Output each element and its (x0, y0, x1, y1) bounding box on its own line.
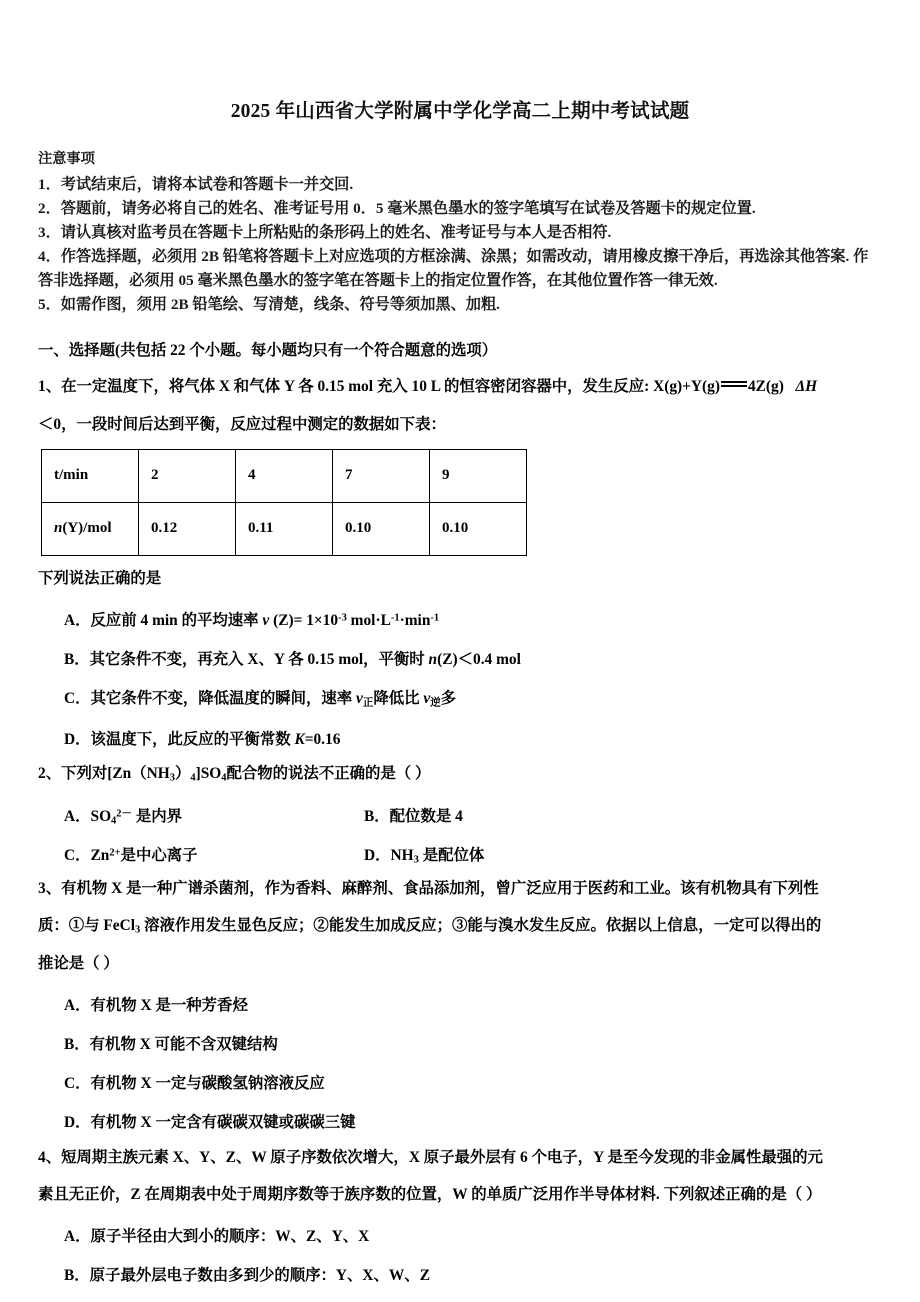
question-2-stem (38, 759, 882, 789)
option-c-text: 有机物 X 一定与碳酸氢钠溶液反应 (90, 1075, 325, 1093)
rate-symbol: v (262, 612, 270, 630)
option-a-unit-1: mol·L (346, 612, 391, 630)
question-4-number: 4、 (38, 1148, 62, 1166)
section-heading-multiple-choice: 一、选择题(共包括 22 个小题。每小题均只有一个符合题意的选项） (38, 341, 498, 359)
question-1-prompt: 下列说法正确的是 (38, 569, 162, 587)
question-3-text-3: 溶液作用发生显色反应；②能发生加成反应；③能与溴水发生反应。依据以上信息，一定可以得出的 (140, 917, 822, 935)
question-3-option-c[interactable] (38, 1072, 882, 1095)
option-a-unit-exp-2: -1 (430, 612, 440, 624)
option-d-label: D． (64, 1114, 91, 1132)
option-a-text: 原子半径由大到小的顺序：W、Z、Y、X (90, 1228, 370, 1246)
question-2-sub-3: 4 (221, 772, 227, 784)
option-d-text-1: NH (390, 847, 414, 865)
moles-unit: (Y)/mol (62, 520, 112, 537)
notice-item-1: 1．考试结束后，请将本试卷和答题卡一并交回. (38, 175, 354, 193)
question-2-number: 2、 (38, 764, 62, 782)
table-cell-time-4: 9 (430, 449, 527, 502)
amount-symbol: n (428, 651, 438, 669)
option-a-unit-exp-1: -1 (390, 612, 400, 624)
option-c-text-2: 是中心离子 (120, 847, 198, 865)
question-1-option-a[interactable] (38, 609, 882, 632)
option-d-label: D． (364, 847, 391, 865)
question-1-option-d[interactable] (38, 728, 882, 751)
option-b-label: B． (64, 1036, 90, 1054)
option-a-text-2: (Z)= 1×10 (269, 612, 339, 630)
reverse-subscript: 逆 (430, 698, 441, 710)
question-3-subscript: 3 (135, 924, 141, 936)
option-b-text-1: 其它条件不变，再充入 X、Y 各 0.15 mol，平衡时 (89, 651, 429, 669)
option-b-label: B． (64, 651, 90, 669)
table-row-time (42, 449, 527, 502)
option-b-label: B． (64, 1267, 90, 1285)
option-d-text-1: 该温度下，此反应的平衡常数 (90, 730, 295, 748)
option-b-text-2: (Z)＜0.4 mol (437, 651, 521, 669)
question-3-option-d[interactable] (38, 1111, 882, 1134)
table-cell-moles-2: 0.11 (236, 502, 333, 555)
question-2-text-2: ） (174, 764, 191, 782)
option-c-label: C． (64, 1075, 91, 1093)
option-a-exponent: -3 (338, 612, 347, 624)
question-3-option-b[interactable] (38, 1033, 882, 1056)
question-2-option-d[interactable] (364, 843, 484, 866)
question-4-stem-line-1 (38, 1143, 882, 1172)
option-a-text: 有机物 X 是一种芳香烃 (90, 997, 248, 1015)
option-a-text-1: 反应前 4 min 的平均速率 (90, 612, 263, 630)
notice-section (38, 148, 882, 317)
question-2-option-row-1 (38, 804, 882, 827)
question-1-option-c[interactable] (38, 687, 882, 711)
equilibrium-arrow-icon (721, 376, 747, 391)
question-3-text-2: 质：①与 FeCl (38, 917, 136, 935)
reaction-products: 4Z(g) (747, 377, 784, 395)
notice-item-2: 2．答题前，请务必将自己的姓名、准考证号用 0．5 毫米黑色墨水的签字笔填写在试卷及答题卡的规定位置. (38, 199, 756, 217)
question-3-number: 3、 (38, 879, 62, 897)
option-c-text-1: 其它条件不变，降低温度的瞬间，速率 (90, 690, 357, 708)
question-1-option-b[interactable] (38, 648, 882, 671)
notice-item-5: 5．如需作图，须用 2B 铅笔绘、写清楚，线条、符号等须加黑、加粗. (38, 295, 500, 313)
option-b-text: 有机物 X 可能不含双键结构 (89, 1036, 278, 1054)
question-2-option-row-2 (38, 843, 882, 866)
notice-item-4: 4．作答选择题，必须用 2B 铅笔将答题卡上对应选项的方框涂满、涂黑；如需改动，请用橡皮擦干净后，再选涂其他答案. 作答非选择题，必须用 05 毫米黑色墨水的签字笔在答题卡上的指定位置作答，在其他位置作答一律无效. (38, 247, 869, 289)
question-2-option-b[interactable] (364, 804, 463, 827)
question-1-data-table (41, 449, 527, 556)
option-c-text-3: 多 (440, 690, 457, 708)
option-c-text-2: 降低比 (373, 690, 424, 708)
option-a-label: A． (64, 997, 91, 1015)
table-header-time: t/min (42, 449, 139, 502)
question-1-stem-text: 在一定温度下，将气体 X 和气体 Y 各 0.15 mol 充入 10 L 的恒容密闭容器中，发生反应: (61, 377, 650, 395)
question-1-stem-continued: ＜0，一段时间后达到平衡，反应过程中测定的数据如下表： (38, 415, 446, 433)
option-a-unit-2: ·min (399, 612, 431, 630)
option-c-text-1: Zn (90, 847, 110, 865)
table-cell-time-3: 7 (333, 449, 430, 502)
option-a-text-1: SO (90, 808, 112, 826)
table-cell-moles-3: 0.10 (333, 502, 430, 555)
option-d-text: 有机物 X 一定含有碳碳双键或碳碳三键 (90, 1114, 356, 1132)
option-c-label: C． (64, 690, 91, 708)
question-2-option-a[interactable] (64, 804, 364, 827)
question-4-option-b[interactable] (38, 1264, 882, 1287)
question-2-text-3: ]SO (195, 764, 222, 782)
option-d-text-2: 是配位体 (418, 847, 485, 865)
question-2-sub-1: 3 (169, 772, 175, 784)
option-a-label: A． (64, 808, 91, 826)
question-3-text-1: 有机物 X 是一种广谱杀菌剂，作为香料、麻醉剂、食品添加剂，曾广泛应用于医药和工业。该有机物具有下列性 (61, 879, 819, 897)
option-d-label: D． (64, 730, 91, 748)
option-c-label: C． (64, 847, 91, 865)
option-a-charge: 2－ (116, 808, 132, 820)
question-2-text-1: 下列对[Zn（NH (61, 764, 170, 782)
table-cell-time-2: 4 (236, 449, 333, 502)
option-b-text-1: 配位数是 4 (389, 808, 463, 826)
question-4-option-a[interactable] (38, 1225, 882, 1248)
table-header-moles (42, 502, 139, 555)
question-3-stem-line-1 (38, 874, 882, 903)
moles-symbol: n (54, 520, 63, 537)
question-1-number: 1、 (38, 377, 62, 395)
forward-subscript: 正 (362, 698, 374, 710)
option-a-label: A． (64, 1228, 91, 1246)
question-4-text-1: 短周期主族元素 X、Y、Z、W 原子序数依次增大，X 原子最外层有 6 个电子，Y 是至今发现的非金属性最强的元 (61, 1148, 823, 1166)
delta-h-symbol: ΔH (795, 377, 818, 395)
question-3-option-a[interactable] (38, 994, 882, 1017)
question-3-stem-line-2 (38, 911, 882, 941)
option-b-label: B． (364, 808, 390, 826)
reaction-reactants: X(g)+Y(g) (653, 377, 720, 395)
option-c-charge: 2+ (109, 847, 121, 859)
reverse-rate-symbol: v (423, 690, 431, 708)
table-row-moles (42, 502, 527, 555)
option-d-text-2: =0.16 (304, 730, 341, 748)
option-a-text-2: 是内界 (131, 808, 183, 826)
question-2-text-4: 配合物的说法不正确的是（ ） (226, 764, 431, 782)
forward-rate-symbol: v (356, 690, 363, 708)
question-1-reaction (653, 378, 788, 395)
question-2-option-c[interactable] (64, 843, 364, 866)
table-cell-moles-4: 0.10 (430, 502, 527, 555)
question-4-stem-line-2: 素且无正价，Z 在周期表中处于周期序数等于族序数的位置，W 的单质广泛用作半导体材料. 下列叙述正确的是（ ） (38, 1185, 822, 1203)
option-d-subscript: 3 (413, 854, 419, 866)
equilibrium-constant-symbol: K (294, 730, 305, 748)
question-2-sub-2: 4 (190, 772, 196, 784)
option-a-label: A． (64, 612, 91, 630)
notice-item-3: 3．请认真核对监考员在答题卡上所粘贴的条形码上的姓名、准考证号与本人是否相符. (38, 223, 612, 241)
option-b-text: 原子最外层电子数由多到少的顺序：Y、X、W、Z (89, 1267, 430, 1285)
question-1-stem (38, 372, 882, 402)
table-cell-time-1: 2 (139, 449, 236, 502)
notice-heading: 注意事项 (38, 151, 95, 168)
option-a-subscript: 4 (111, 816, 117, 828)
page-title: 2025 年山西省大学附属中学化学高二上期中考试试题 (230, 101, 690, 122)
question-3-stem-line-3: 推论是（ ） (38, 954, 119, 972)
table-cell-moles-1: 0.12 (139, 502, 236, 555)
